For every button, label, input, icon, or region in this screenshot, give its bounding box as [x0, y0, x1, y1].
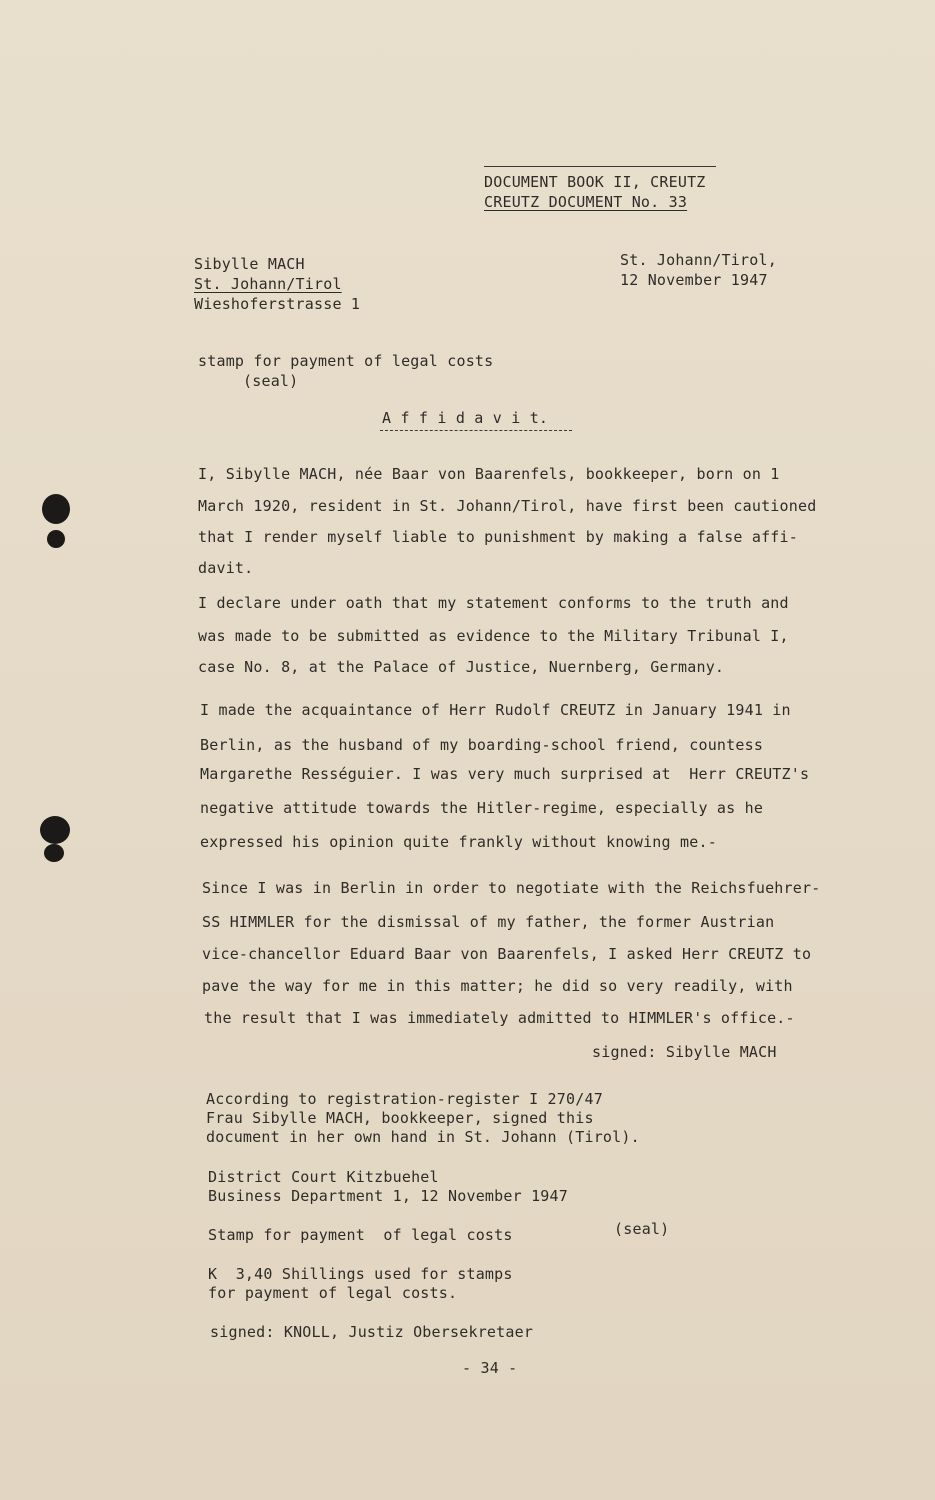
body-line: pave the way for me in this matter; he did so very readily, with: [202, 977, 793, 995]
body-line: that I render myself liable to punishment by making a false affi-: [198, 528, 798, 546]
punch-hole-top-small: [47, 530, 65, 548]
body-line: negative attitude towards the Hitler-regime, especially as he: [200, 799, 764, 817]
certification-line: Frau Sibylle MACH, bookkeeper, signed this: [206, 1109, 594, 1127]
body-line: was made to be submitted as evidence to the Military Tribunal I,: [198, 627, 789, 645]
body-line: I declare under oath that my statement conforms to the truth and: [198, 594, 789, 612]
certification-line: According to registration-register I 270/47: [206, 1090, 603, 1108]
body-line: expressed his opinion quite frankly without knowing me.-: [200, 833, 717, 851]
header-top-rule: [484, 166, 716, 167]
body-line: the result that I was immediately admitted to HIMMLER's office.-: [204, 1009, 795, 1027]
body-line: vice-chancellor Eduard Baar von Baarenfels, I asked Herr CREUTZ to: [202, 945, 812, 963]
body-line: Since I was in Berlin in order to negotiate with the Reichsfuehrer-: [202, 879, 821, 897]
fee-stamp-seal: (seal): [614, 1220, 670, 1238]
body-line: Margarethe Rességuier. I was very much surprised at Herr CREUTZ's: [200, 765, 810, 783]
sender-city: St. Johann/Tirol: [194, 275, 342, 293]
court-name: District Court Kitzbuehel: [208, 1168, 439, 1186]
page-number: - 34 -: [462, 1359, 518, 1377]
fee-line: K 3,40 Shillings used for stamps: [208, 1265, 513, 1283]
affiant-signature: signed: Sibylle MACH: [592, 1043, 777, 1061]
body-line: Berlin, as the husband of my boarding-school friend, countess: [200, 736, 764, 754]
body-line: SS HIMMLER for the dismissal of my father, the former Austrian: [202, 913, 775, 931]
clerk-signature: signed: KNOLL, Justiz Obersekretaer: [210, 1323, 534, 1341]
body-line: I made the acquaintance of Herr Rudolf CREUTZ in January 1941 in: [200, 701, 791, 719]
fee-line: for payment of legal costs.: [208, 1284, 458, 1302]
body-line: davit.: [198, 559, 254, 577]
sender-name: Sibylle MACH: [194, 255, 305, 273]
place-line: St. Johann/Tirol,: [620, 251, 777, 269]
body-line: case No. 8, at the Palace of Justice, Nuernberg, Germany.: [198, 658, 725, 676]
fee-stamp-note: Stamp for payment of legal costs: [208, 1226, 513, 1244]
punch-hole-middle: [40, 816, 70, 844]
title-dashed-underline: [380, 430, 572, 431]
affidavit-title: A f f i d a v i t.: [382, 409, 549, 427]
body-line: I, Sibylle MACH, née Baar von Baarenfels, bookkeeper, born on 1: [198, 465, 780, 483]
certification-line: document in her own hand in St. Johann (Tirol).: [206, 1128, 640, 1146]
punch-hole-top: [42, 494, 70, 524]
court-department: Business Department 1, 12 November 1947: [208, 1187, 568, 1205]
stamp-note-line: stamp for payment of legal costs: [198, 352, 494, 370]
date-line: 12 November 1947: [620, 271, 768, 289]
document-number-label: CREUTZ DOCUMENT No. 33: [484, 193, 688, 211]
body-line: March 1920, resident in St. Johann/Tirol, have first been cautioned: [198, 497, 817, 515]
sender-street: Wieshoferstrasse 1: [194, 295, 361, 313]
punch-hole-middle-small: [44, 844, 64, 862]
document-book-label: DOCUMENT BOOK II, CREUTZ: [484, 173, 706, 191]
stamp-note-seal: (seal): [243, 372, 299, 390]
